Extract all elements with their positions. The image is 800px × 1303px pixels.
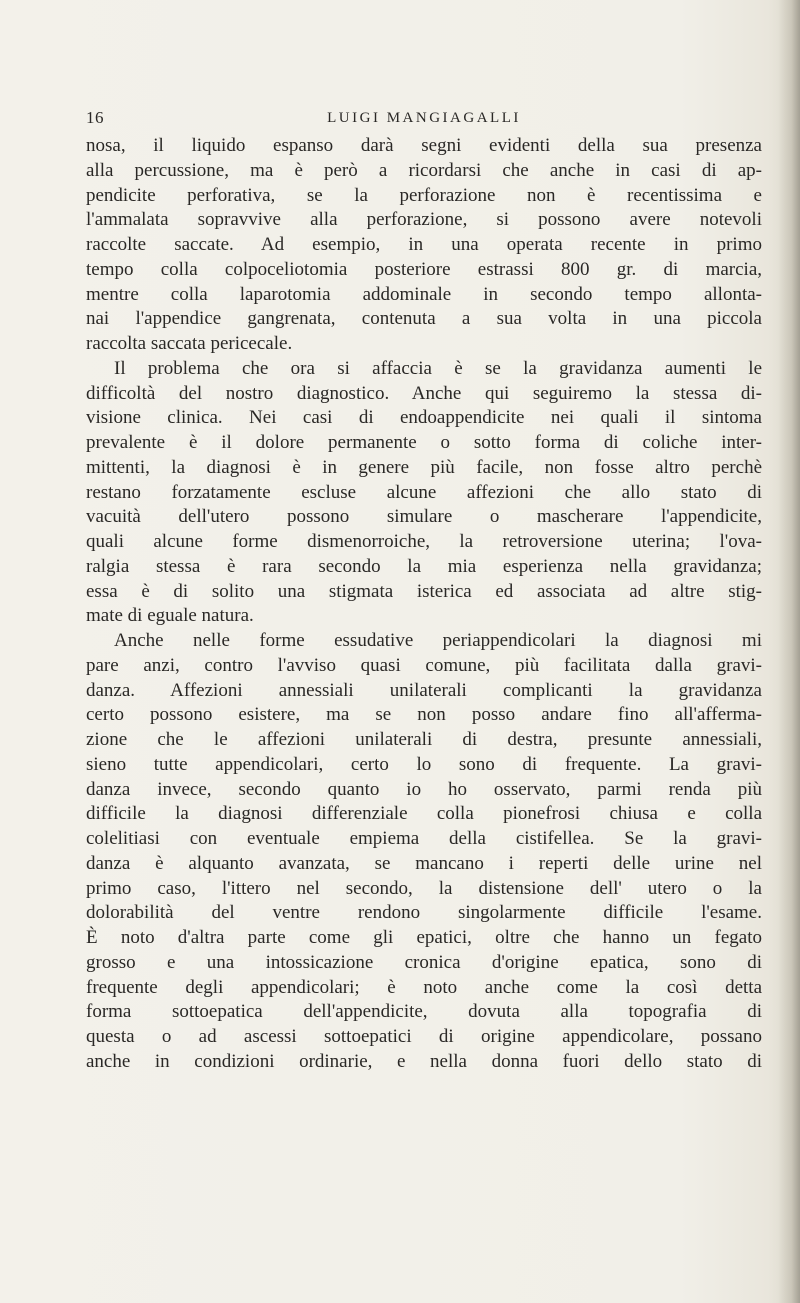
text-line: visione clinica. Nei casi di endoappendicite nei quali il sintoma bbox=[86, 407, 762, 429]
page-edge-shadow bbox=[778, 0, 800, 1303]
text-line: certo possono esistere, ma se non posso andare fino all'afferma- bbox=[86, 704, 762, 726]
text-line: nosa, il liquido espanso darà segni evidenti della sua presenza bbox=[86, 135, 762, 156]
text-line: Il problema che ora si affaccia è se la gravidanza aumenti le bbox=[114, 357, 762, 379]
running-head: LUIGI MANGIAGALLI bbox=[327, 110, 521, 126]
text-line: È noto d'altra parte come gli epatici, oltre che hanno un fegato bbox=[86, 927, 762, 948]
text-line: quali alcune forme dismenorroiche, la retroversione uterina; l'ova- bbox=[86, 531, 762, 552]
text-line: colelitiasi con eventuale empiema della cistifellea. Se la gravi- bbox=[86, 828, 762, 849]
text-line: raccolta saccata pericecale. bbox=[86, 333, 293, 354]
text-line: difficile la diagnosi differenziale colla pionefrosi chiusa e colla bbox=[86, 803, 762, 825]
text-line: raccolte saccate. Ad esempio, in una operata recente in primo bbox=[86, 234, 762, 255]
text-line: essa è di solito una stigmata isterica ed associata ad altre stig- bbox=[86, 580, 762, 602]
text-line: nai l'appendice gangrenata, contenuta a sua volta in una piccola bbox=[86, 308, 762, 330]
body-text bbox=[86, 134, 762, 1075]
text-line: restano forzatamente escluse alcune affezioni che allo stato di bbox=[86, 481, 762, 503]
text-line: prevalente è il dolore permanente o sotto forma di coliche inter- bbox=[86, 432, 762, 453]
page-number: 16 bbox=[86, 108, 104, 127]
text-line: zione che le affezioni unilaterali di destra, presunte annessiali, bbox=[86, 729, 762, 750]
text-line: danza invece, secondo quanto io ho osservato, parmi renda più bbox=[86, 778, 762, 800]
text-line: sieno tutte appendicolari, certo lo sono di frequente. La gravi- bbox=[86, 753, 762, 775]
text-line: Anche nelle forme essudative periappendicolari la diagnosi mi bbox=[114, 630, 762, 651]
text-line: mittenti, la diagnosi è in genere più facile, non fosse altro perchè bbox=[86, 456, 762, 478]
text-line: tempo colla colpoceliotomia posteriore estrassi 800 gr. di marcia, bbox=[86, 258, 762, 280]
text-line: pare anzi, contro l'avviso quasi comune, più facilitata dalla gravi- bbox=[86, 654, 762, 676]
text-line: questa o ad ascessi sottoepatici di origine appendicolare, possano bbox=[86, 1026, 762, 1047]
text-line: frequente degli appendicolari; è noto anche come la così detta bbox=[86, 976, 762, 998]
text-line: forma sottoepatica dell'appendicite, dovuta alla topografia di bbox=[86, 1001, 762, 1023]
text-line: grosso e una intossicazione cronica d'origine epatica, sono di bbox=[86, 951, 762, 973]
text-line: primo caso, l'ittero nel secondo, la distensione dell' utero o la bbox=[86, 877, 762, 899]
text-line: vacuità dell'utero possono simulare o mascherare l'appendicite, bbox=[86, 506, 762, 528]
text-line: l'ammalata sopravvive alla perforazione, si possono avere notevoli bbox=[86, 209, 762, 231]
text-line: alla percussione, ma è però a ricordarsi che anche in casi di ap- bbox=[86, 159, 762, 181]
text-line: danza è alquanto avanzata, se mancano i reperti delle urine nel bbox=[86, 852, 762, 874]
text-line: mentre colla laparotomia addominale in secondo tempo allonta- bbox=[86, 283, 762, 305]
text-line: dolorabilità del ventre rendono singolarmente difficile l'esame. bbox=[86, 902, 762, 924]
text-line: anche in condizioni ordinarie, e nella donna fuori dello stato di bbox=[86, 1050, 762, 1072]
text-line: mate di eguale natura. bbox=[86, 605, 254, 627]
text-line: danza. Affezioni annessiali unilaterali complicanti la gravidanza bbox=[86, 679, 762, 701]
text-line: pendicite perforativa, se la perforazione non è recentissima e bbox=[86, 184, 762, 206]
text-line: ralgia stessa è rara secondo la mia esperienza nella gravidanza; bbox=[86, 555, 762, 577]
text-line: difficoltà del nostro diagnostico. Anche qui seguiremo la stessa di- bbox=[86, 382, 762, 404]
page-header bbox=[86, 108, 762, 132]
